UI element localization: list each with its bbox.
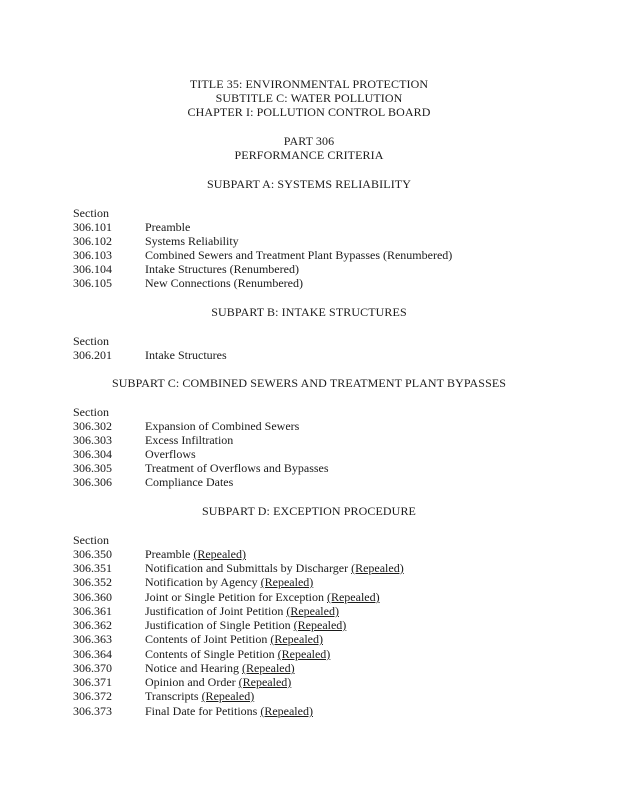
repealed-marker: (Repealed) bbox=[293, 618, 347, 632]
subpart-c-heading: SUBPART C: COMBINED SEWERS AND TREATMENT PLANT BYPASSES bbox=[111, 376, 507, 390]
section-title bbox=[145, 675, 291, 689]
section-title: Intake Structures (Renumbered) bbox=[145, 262, 299, 276]
section-title-text: Notification by Agency bbox=[145, 575, 261, 589]
toc-entry bbox=[73, 220, 593, 234]
section-title bbox=[145, 632, 323, 646]
section-title bbox=[145, 647, 330, 661]
section-title bbox=[145, 661, 295, 675]
section-title-text: Notice and Hearing bbox=[145, 661, 242, 675]
section-title bbox=[145, 561, 404, 575]
toc-entry bbox=[73, 604, 593, 618]
section-number: 306.371 bbox=[73, 675, 112, 689]
subpart-a-heading: SUBPART A: SYSTEMS RELIABILITY bbox=[207, 177, 411, 191]
repealed-marker: (Repealed) bbox=[351, 561, 404, 575]
toc-entry bbox=[73, 433, 593, 447]
toc-entry bbox=[73, 661, 593, 675]
section-number: 306.302 bbox=[73, 419, 112, 433]
section-title: Excess Infiltration bbox=[145, 433, 234, 447]
section-number: 306.372 bbox=[73, 689, 112, 703]
repealed-marker: (Repealed) bbox=[201, 689, 255, 703]
toc-entry bbox=[73, 475, 593, 489]
toc-entry bbox=[73, 561, 593, 575]
section-number: 306.105 bbox=[73, 276, 112, 290]
section-number: 306.303 bbox=[73, 433, 112, 447]
toc-entry bbox=[73, 461, 593, 475]
section-number: 306.306 bbox=[73, 475, 112, 489]
section-number: 306.363 bbox=[73, 632, 112, 646]
part-name-heading: PERFORMANCE CRITERIA bbox=[234, 148, 384, 162]
repealed-marker: (Repealed) bbox=[238, 675, 292, 689]
repealed-marker: (Repealed) bbox=[193, 547, 246, 561]
section-title-text: Final Date for Petitions bbox=[145, 704, 261, 718]
section-number: 306.373 bbox=[73, 704, 112, 718]
repealed-marker: (Repealed) bbox=[326, 590, 380, 604]
toc-entry bbox=[73, 419, 593, 433]
toc-entry bbox=[73, 675, 593, 689]
subpart-c-section-label: Section bbox=[73, 405, 109, 419]
section-number: 306.370 bbox=[73, 661, 112, 675]
toc-entry bbox=[73, 590, 593, 604]
section-title: Expansion of Combined Sewers bbox=[145, 419, 300, 433]
section-title: Compliance Dates bbox=[145, 475, 234, 489]
repealed-marker: (Repealed) bbox=[277, 647, 331, 661]
section-title-text: Contents of Single Petition bbox=[145, 647, 278, 661]
repealed-marker: (Repealed) bbox=[241, 661, 295, 675]
toc-entry bbox=[73, 689, 593, 703]
section-title bbox=[145, 547, 246, 561]
section-title-text: Notification and Submittals by Discharger bbox=[145, 561, 352, 575]
subtitle-heading: SUBTITLE C: WATER POLLUTION bbox=[215, 91, 403, 105]
section-title-text: Contents of Joint Petition bbox=[145, 632, 271, 646]
section-number: 306.104 bbox=[73, 262, 112, 276]
section-number: 306.101 bbox=[73, 220, 112, 234]
section-title: Systems Reliability bbox=[145, 234, 239, 248]
section-title: Treatment of Overflows and Bypasses bbox=[145, 461, 329, 475]
subpart-d-heading: SUBPART D: EXCEPTION PROCEDURE bbox=[202, 504, 416, 518]
section-title bbox=[145, 590, 380, 604]
subpart-b-heading: SUBPART B: INTAKE STRUCTURES bbox=[211, 305, 407, 319]
toc-entry bbox=[73, 618, 593, 632]
section-number: 306.360 bbox=[73, 590, 112, 604]
section-title bbox=[145, 575, 313, 589]
section-number: 306.103 bbox=[73, 248, 112, 262]
section-title-text: Justification of Single Petition bbox=[145, 618, 294, 632]
section-number: 306.304 bbox=[73, 447, 112, 461]
section-number: 306.352 bbox=[73, 575, 112, 589]
title-heading: TITLE 35: ENVIRONMENTAL PROTECTION bbox=[189, 77, 429, 91]
repealed-marker: (Repealed) bbox=[260, 575, 314, 589]
section-title-text: Justification of Joint Petition bbox=[145, 604, 287, 618]
section-number: 306.305 bbox=[73, 461, 112, 475]
section-number: 306.362 bbox=[73, 618, 112, 632]
chapter-heading: CHAPTER I: POLLUTION CONTROL BOARD bbox=[187, 105, 431, 119]
part-heading: PART 306 bbox=[283, 134, 335, 148]
section-title-text: Joint or Single Petition for Exception bbox=[145, 590, 327, 604]
section-number: 306.102 bbox=[73, 234, 112, 248]
section-title: Preamble bbox=[145, 220, 191, 234]
toc-entry bbox=[73, 575, 593, 589]
repealed-marker: (Repealed) bbox=[260, 704, 313, 718]
section-title: Overflows bbox=[145, 447, 196, 461]
subpart-a-section-label: Section bbox=[73, 206, 109, 220]
toc-entry bbox=[73, 704, 593, 718]
section-number: 306.201 bbox=[73, 348, 112, 362]
section-title: New Connections (Renumbered) bbox=[145, 276, 303, 290]
section-number: 306.361 bbox=[73, 604, 112, 618]
subpart-b-section-label: Section bbox=[73, 334, 109, 348]
toc-entry bbox=[73, 276, 593, 290]
toc-entry bbox=[73, 447, 593, 461]
repealed-marker: (Repealed) bbox=[286, 604, 339, 618]
section-number: 306.364 bbox=[73, 647, 112, 661]
toc-entry bbox=[73, 262, 593, 276]
toc-entry bbox=[73, 348, 593, 362]
section-title-text: Opinion and Order bbox=[145, 675, 239, 689]
section-number: 306.351 bbox=[73, 561, 112, 575]
toc-entry bbox=[73, 632, 593, 646]
section-title bbox=[145, 618, 346, 632]
section-title: Intake Structures bbox=[145, 348, 227, 362]
section-title: Combined Sewers and Treatment Plant Bypasses (Renumbered) bbox=[145, 248, 453, 262]
toc-entry bbox=[73, 248, 593, 262]
section-title-text: Transcripts bbox=[145, 689, 202, 703]
section-number: 306.350 bbox=[73, 547, 112, 561]
section-title bbox=[145, 604, 339, 618]
subpart-d-section-label: Section bbox=[73, 533, 109, 547]
toc-entry bbox=[73, 647, 593, 661]
section-title-text: Preamble bbox=[145, 547, 194, 561]
toc-entry bbox=[73, 547, 593, 561]
section-title bbox=[145, 704, 313, 718]
toc-entry bbox=[73, 234, 593, 248]
repealed-marker: (Repealed) bbox=[270, 632, 323, 646]
section-title bbox=[145, 689, 254, 703]
